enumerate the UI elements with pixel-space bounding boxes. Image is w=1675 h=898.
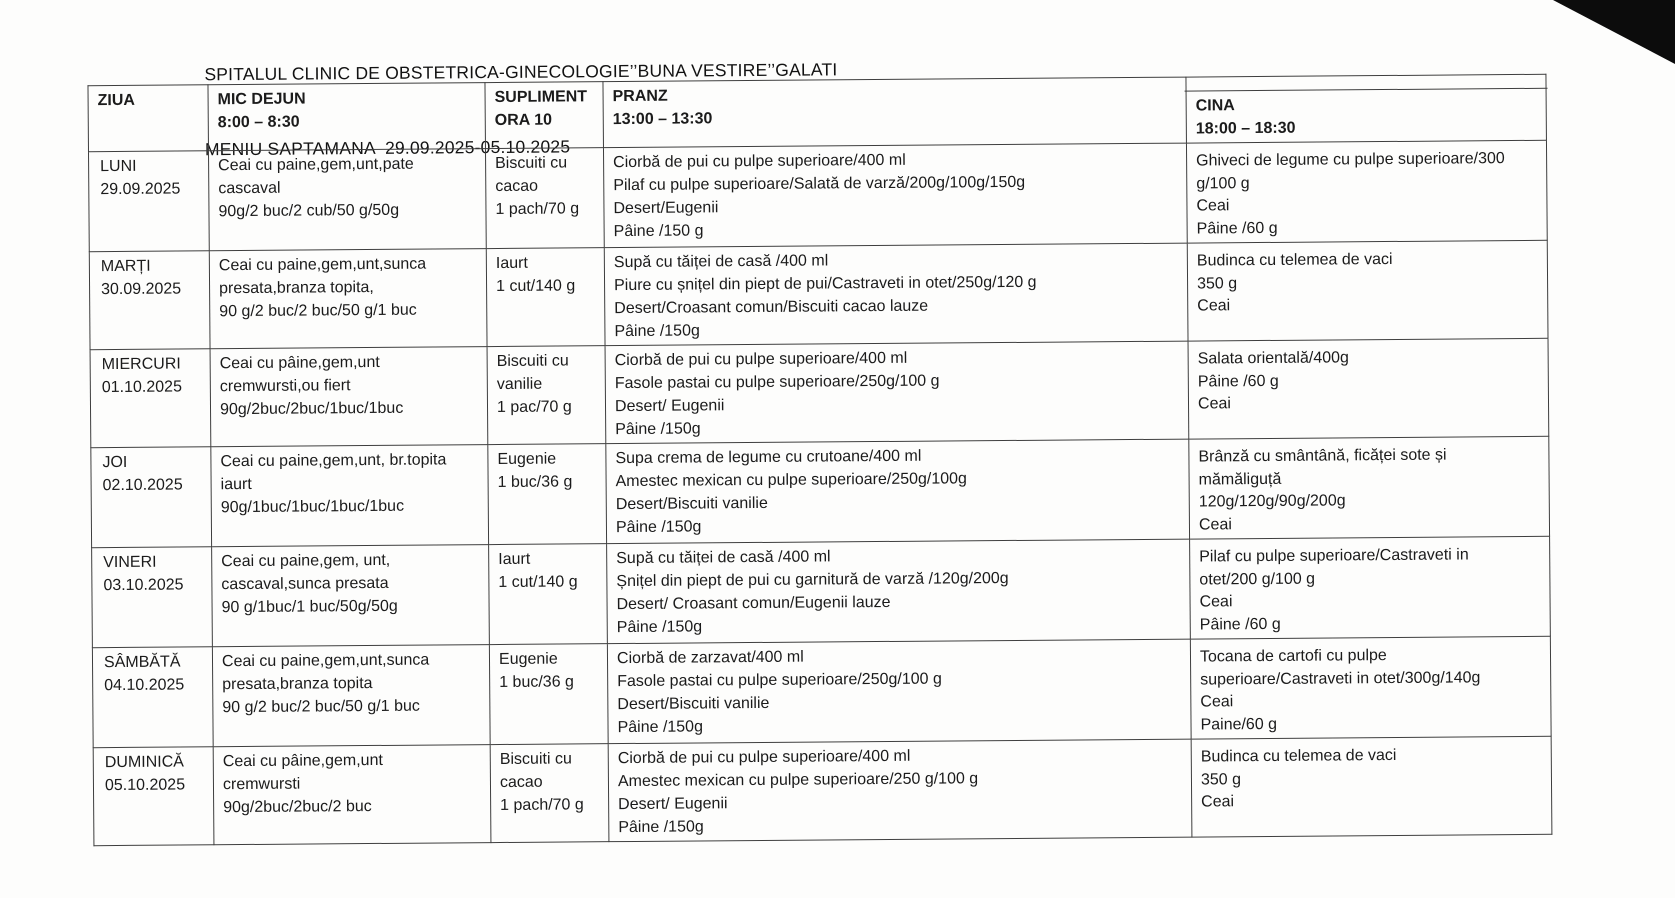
day-cell: LUNI 29.09.2025 [88,151,209,252]
mic-dejun-cell: Ceai cu paine,gem,unt,sunca presata,branza topita 90 g/2 buc/2 buc/50 g/1 buc [212,645,490,747]
pranz-cell: Ciorbă de pui cu pulpe superioare/400 ml Fasole pastai cu pulpe superioare/250g/100 g Desert/ Eugenii Pâine /150g [605,341,1189,444]
cina-cell: Budinca cu telemea de vaci 350 g Ceai [1191,736,1552,837]
mic-dejun-cell: Ceai cu pâine,gem,unt cremwursti 90g/2buc/2buc/2 buc [213,745,491,845]
cina-cell: Ghiveci de legume cu pulpe superioare/300 g/100 g Ceai Pâine /60 g [1186,140,1547,243]
menu-row-sambata [92,636,1551,747]
column-header-cina: CINA 18:00 – 18:30 [1186,74,1547,143]
table-body [88,140,1551,845]
cina-cell: Budinca cu telemea de vaci 350 g Ceai [1187,240,1548,341]
column-header-mic-dejun: MIC DEJUN 8:00 – 8:30 [208,83,486,151]
supliment-cell: Iaurt 1 cut/140 g [486,248,605,347]
menu-row-luni [88,140,1547,251]
day-cell: JOI 02.10.2025 [91,447,212,548]
header-row [88,74,1546,151]
mic-dejun-cell: Ceai cu paine,gem, unt, cascaval,sunca presata 90 g/1buc/1 buc/50g/50g [212,545,490,647]
menu-row-vineri [92,536,1551,647]
day-cell: VINERI 03.10.2025 [92,547,213,648]
weekly-menu-table [87,74,1552,846]
menu-week-range: MENIU SAPTAMANA 29.09.2025-05.10.2025 [204,136,571,160]
mic-dejun-cell: Ceai cu paine,gem,unt,sunca presata,branza topita, 90 g/2 buc/2 buc/50 g/1 buc [209,249,487,349]
menu-row-marti [89,240,1548,349]
mic-dejun-cell: Ceai cu paine,gem,unt,pate cascaval 90g/2 buc/2 cub/50 g/50g [208,149,486,251]
pranz-cell: Ciorbă de zarzavat/400 ml Fasole pastai cu pulpe superioare/250g/100 g Desert/Biscuiti vanilie Pâine /150g [607,639,1191,744]
day-cell: DUMINICĂ 05.10.2025 [93,747,214,846]
menu-row-duminica [93,736,1552,845]
supliment-cell: Eugenie 1 buc/36 g [489,644,608,745]
supliment-cell: Biscuiti cu cacao 1 pach/70 g [490,744,609,843]
table-header [88,74,1546,151]
day-cell: MIERCURI 01.10.2025 [90,349,211,448]
column-header-supliment: SUPLIMENT ORA 10 [485,82,604,149]
pranz-cell: Supa crema de legume cu crutoane/400 ml Amestec mexican cu pulpe superioare/250g/100g Desert/Biscuiti vanilie Pâine /150g [606,439,1190,544]
supliment-cell: Iaurt 1 cut/140 g [489,544,608,645]
mic-dejun-cell: Ceai cu paine,gem,unt, br.topita iaurt 90g/1buc/1buc/1buc/1buc [211,445,489,547]
pranz-cell: Supă cu tăiței de casă /400 ml Șnițel din piept de pui cu garnitură de varză /120g/200g Desert/ Croasant comun/Eugenii lauze Pâine /150g [607,539,1191,644]
mic-dejun-cell: Ceai cu pâine,gem,unt cremwursti,ou fiert 90g/2buc/2buc/1buc/1buc [210,347,488,447]
pranz-cell: Supă cu tăiței de casă /400 ml Piure cu șnițel din piept de pui/Castraveti in otet/250g/120 g Desert/Croasant comun/Biscuiti cacao lauze Pâine /150g [604,243,1188,346]
column-header-pranz: PRANZ 13:00 – 13:30 [603,77,1187,148]
supliment-cell: Biscuiti cu vanilie 1 pac/70 g [487,346,606,445]
cina-cell: Salata orientală/400g Pâine /60 g Ceai [1188,338,1549,439]
pranz-cell: Ciorbă de pui cu pulpe superioare/400 ml Amestec mexican cu pulpe superioare/250 g/100 g Desert/ Eugenii Pâine /150g [608,739,1192,842]
supliment-cell: Eugenie 1 buc/36 g [488,444,607,545]
cina-cell: Brânză cu smântână, ficăței sote și mămăliguță 120g/120g/90g/200g Ceai [1189,436,1550,539]
hospital-name: SPITALUL CLINIC DE OBSTETRICA-GINECOLOGIE’’BUNA VESTIRE’’GALATI [204,59,838,85]
pranz-cell: Ciorbă de pui cu pulpe superioare/400 ml Pilaf cu pulpe superioare/Salată de varză/200g/100g/150g Desert/Eugenii Pâine /150 g [603,143,1187,248]
column-header-ziua: ZIUA [88,85,209,152]
supliment-cell: Biscuiti cu cacao 1 pach/70 g [485,148,604,249]
cina-cell: Tocana de cartofi cu pulpe superioare/Castraveti in otet/300g/140g Ceai Paine/60 g [1190,636,1551,739]
menu-row-miercuri [90,338,1549,447]
day-cell: MARȚI 30.09.2025 [89,251,210,350]
menu-row-joi [91,436,1550,547]
cina-cell: Pilaf cu pulpe superioare/Castraveti in otet/200 g/100 g Ceai Pâine /60 g [1190,536,1551,639]
day-cell: SÂMBĂTĂ 04.10.2025 [92,647,213,748]
